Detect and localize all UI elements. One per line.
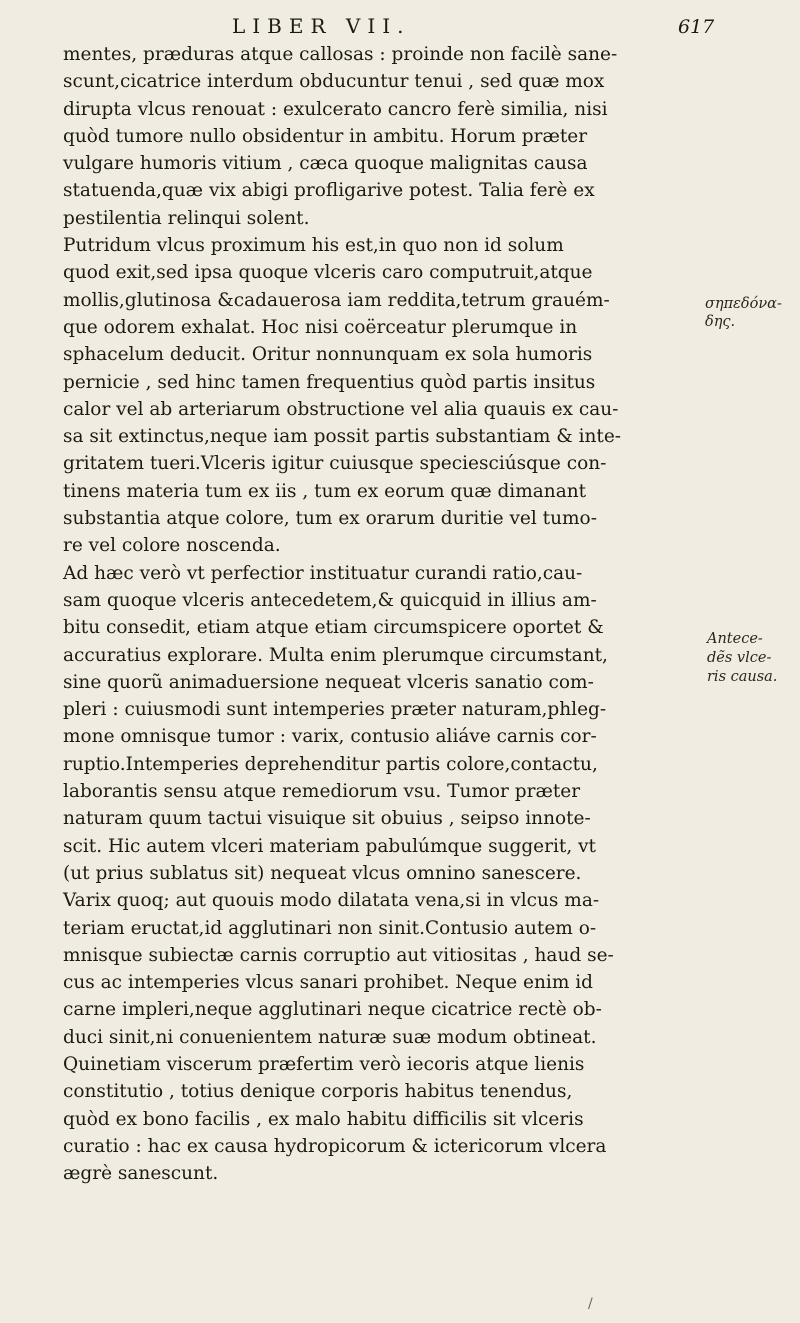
page-header (0, 14, 800, 44)
page-number: 617 (678, 16, 715, 38)
text-line: ruptio.Intemperies deprehenditur partis colore,contactu, (63, 753, 598, 775)
text-line: sam quoque vlceris antecedetem,& quicquid in illius am- (63, 589, 597, 611)
text-line: sphacelum deducit. Oritur nonnunquam ex sola humoris (63, 344, 593, 366)
text-line: (ut prius sublatus sit) nequeat vlcus omnino sanescere. (63, 862, 582, 884)
text-line: dirupta vlcus renouat : exulcerato cancro ferè similia, nisi (63, 98, 608, 120)
text-line: mollis,glutinosa &cadauerosa iam reddita,tetrum grauém- (63, 289, 610, 311)
text-line: sa sit extinctus,neque iam possit partis substantiam & inte- (63, 426, 622, 448)
text-line: naturam quum tactui visuique sit obuius , seipso innote- (63, 808, 591, 830)
text-line: carne impleri,neque agglutinari neque cicatrice rectè ob- (63, 999, 602, 1021)
text-line: cus ac intemperies vlcus sanari prohibet. Neque enim id (63, 972, 594, 994)
margin-note-antecedens (707, 630, 782, 687)
text-line: quòd tumore nullo obsidentur in ambitu. Horum præter (63, 125, 588, 147)
text-line: que odorem exhalat. Hoc nisi coërceatur plerumque in (63, 316, 578, 338)
text-line: tinens materia tum ex iis , tum ex eorum quæ dimanant (63, 480, 587, 502)
margin-note-line: Antece- (707, 631, 763, 647)
margin-note-line: dẽs vlce- (707, 650, 772, 666)
text-line: Putridum vlcus proximum his est,in quo non id solum (63, 235, 564, 257)
margin-note-putridum (705, 295, 782, 331)
text-line: mnisque subiectæ carnis corruptio aut vitiositas , haud se- (63, 944, 614, 966)
text-line: pleri : cuiusmodi sunt intemperies præter naturam,phleg- (63, 699, 607, 721)
text-line: teriam eructat,id agglutinari non sinit.Contusio autem o- (63, 917, 597, 939)
margin-note-line: ris causa. (707, 669, 778, 685)
text-line: Ad hæc verò vt perfectior instituatur curandi ratio,cau- (63, 562, 583, 584)
margin-note-line: δης. (705, 314, 736, 330)
body-text (63, 41, 703, 1187)
stray-mark: / (588, 1296, 593, 1312)
text-line: quod exit,sed ipsa quoque vlceris caro computruit,atque (63, 262, 593, 284)
text-line: mentes, præduras atque callosas : proinde non facilè sane- (63, 44, 618, 65)
text-line: quòd ex bono facilis , ex malo habitu difficilis sit vlceris (63, 1108, 584, 1130)
text-line: pestilentia relinqui solent. (63, 207, 310, 229)
margin-note-line: σηπεδόνα- (705, 296, 782, 312)
text-line: calor vel ab arteriarum obstructione vel alia quauis ex cau- (63, 398, 619, 420)
text-line: gritatem tueri.Vlceris igitur cuiusque speciesciúsque con- (63, 453, 607, 475)
text-line: scit. Hic autem vlceri materiam pabulúmque suggerit, vt (63, 835, 596, 857)
text-line: vulgare humoris vitium , cæca quoque malignitas causa (63, 153, 588, 175)
text-line: sine quorũ animaduersione nequeat vlceris sanatio com- (63, 671, 594, 693)
text-line: constitutio , totius denique corporis habitus tenendus, (63, 1081, 573, 1103)
text-line: duci sinit,ni conuenientem naturæ suæ modum obtineat. (63, 1026, 597, 1048)
text-line: Quinetiam viscerum præfertim verò iecoris atque lienis (63, 1053, 585, 1075)
text-line: curatio : hac ex causa hydropicorum & ictericorum vlcera (63, 1135, 607, 1157)
running-title: LIBER VII. (232, 14, 411, 38)
text-line: Varix quoq; aut quouis modo dilatata vena,si in vlcus ma- (63, 890, 600, 912)
text-line: bitu consedit, etiam atque etiam circumspicere oportet & (63, 617, 604, 639)
text-line: laborantis sensu atque remediorum vsu. Tumor præter (63, 781, 581, 803)
text-line: statuenda,quæ vix abigi profligarive potest. Talia ferè ex (63, 180, 595, 202)
text-line: substantia atque colore, tum ex orarum duritie vel tumo- (63, 508, 597, 530)
text-line: mone omnisque tumor : varix, contusio aliáve carnis cor- (63, 726, 597, 748)
text-line: pernicie , sed hinc tamen frequentius quòd partis insitus (63, 371, 596, 393)
text-line: ægrè sanescunt. (63, 1163, 219, 1185)
text-line: accuratius explorare. Multa enim plerumque circumstant, (63, 644, 608, 666)
text-line: scunt,cicatrice interdum obducuntur tenui , sed quæ mox (63, 71, 605, 93)
text-line: re vel colore noscenda. (63, 535, 281, 557)
